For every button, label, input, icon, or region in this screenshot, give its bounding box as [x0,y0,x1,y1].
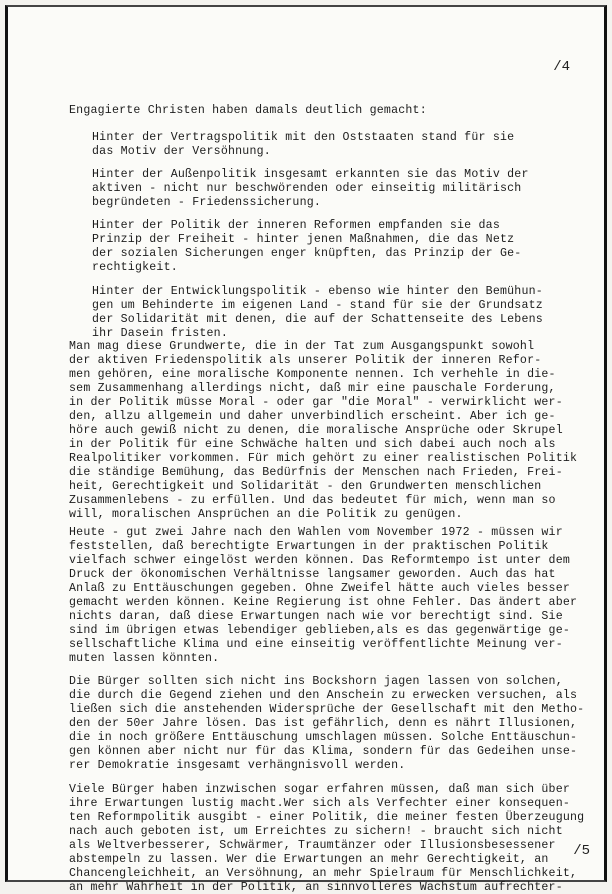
text-line: Prinzip der Freiheit - hinter jenen Maßnahmen, die das Netz [92,233,515,246]
text-line: Heute - gut zwei Jahre nach den Wahlen vom November 1972 - müssen wir [69,526,563,539]
text-line: Hinter der Politik der inneren Reformen empfanden sie das [92,219,500,232]
next-page-marker: /5 [573,843,590,859]
text-line: men gehören, eine moralische Komponente nennen. Ich verhehle in die- [69,368,556,381]
text-line: in der Politik für eine Schwäche halten und sich dabei auch noch als [69,438,556,451]
text-line: rechtigkeit. [92,261,178,274]
text-line: sind im übrigen etwas lebendiger geblieben,als es das gegenwärtige ge- [69,624,571,637]
text-line: sem Zusammenhang allerdings nicht, daß mir eine pauschale Forderung, [69,382,556,395]
text-line: aktiven - nicht nur beschwörenden oder einseitig militärisch [92,182,522,195]
text-line: Hinter der Außenpolitik insgesamt erkannten sie das Motiv der [92,168,529,181]
text-line: Hinter der Entwicklungspolitik - ebenso wie hinter den Bemühun- [92,285,543,298]
text-line: Realpolitiker vorkommen. Für mich gehört zu einer realistischen Politik [69,452,578,465]
text-line: das Motiv der Versöhnung. [92,145,271,158]
text-line: will, moralischen Ansprüchen an die Politik zu genügen. [69,508,463,521]
text-line: Anlaß zu Enttäuschungen gegeben. Ohne Zweifel hätte auch vieles besser [69,582,571,595]
text-line: der sozialen Sicherungen enger knüpften, das Prinzip der Ge- [92,247,522,260]
text-line: gen können aber nicht nur für das Klima, sondern für das Gedeihen unse- [69,745,578,758]
text-line: gemacht werden können. Keine Regierung ist ohne Fehler. Das ändert aber [69,596,578,609]
text-line: in der Politik müsse Moral - oder gar "die Moral" - verwirklicht wer- [69,396,563,409]
text-line: ihr Dasein fristen. [92,327,228,340]
text-line: ten Reformpolitik ausgibt - einer Politik, die meiner festen Überzeugung [69,811,585,824]
text-line: der Solidarität mit denen, die auf der Schattenseite des Lebens [92,313,543,326]
text-line: Engagierte Christen haben damals deutlich gemacht: [69,104,427,117]
text-line: an mehr Wahrheit in der Politik, an sinnvolleres Wachstum aufrechter- [69,881,563,894]
text-line: nichts daran, daß diese Erwartungen nach wie vor berechtigt sind. Sie [69,610,563,623]
text-line: nach auch geboten ist, um Erreichtes zu sichern! - braucht sich nicht [69,825,563,838]
text-line: als Weltverbesserer, Schwärmer, Traumtänzer oder Illusionsbesessener [69,839,556,852]
text-line: der aktiven Friedenspolitik als unserer Politik der inneren Refor- [69,354,542,367]
text-line: Viele Bürger haben inzwischen sogar erfahren müssen, daß man sich über [69,783,571,796]
text-line: begründeten - Friedenssicherung. [92,196,322,209]
text-line: den der 50er Jahre lösen. Das ist gefährlich, denn es nährt Illusionen, [69,717,578,730]
text-line: Chancengleichheit, an Versöhnung, an mehr Spielraum für Menschlichkeit, [69,867,578,880]
text-line: rer Demokratie insgesamt verhängnisvoll werden. [69,759,406,772]
text-line: abstempeln zu lassen. Wer die Erwartungen an mehr Gerechtigkeit, an [69,853,549,866]
text-line: ihre Erwartungen lustig macht.Wer sich als Verfechter einer konsequen- [69,797,571,810]
text-line: vielfach schwer eingelöst werden können. Das Reformtempo ist unter dem [69,554,571,567]
text-line: die durch die Gegend ziehen und den Anschein zu erwecken versuchen, als [69,689,578,702]
text-line: die in noch größere Enttäuschung umschlagen müssen. Solche Enttäuschun- [69,731,578,744]
text-line: höre auch gewiß nicht zu denen, die moralische Ansprüche oder Skrupel [69,424,563,437]
text-line: sellschaftliche Klima und eine einseitig veröffentlichte Meinung ver- [69,638,563,651]
text-line: die ständige Bemühung, das Bedürfnis der Menschen nach Frieden, Frei- [69,466,563,479]
text-line: muten lassen könnten. [69,652,220,665]
document-page [5,5,607,894]
page-number: /4 [553,59,570,75]
text-line: Man mag diese Grundwerte, die in der Tat zum Ausgangspunkt sowohl [69,340,535,353]
text-line: gen um Behinderte im eigenen Land - stand für sie der Grundsatz [92,299,543,312]
text-line: heit, Gerechtigkeit und Solidarität - den Grundwerten menschlichen [69,480,542,493]
text-line: Druck der ökonomischen Verhältnisse langsamer geworden. Auch das hat [69,568,556,581]
text-line: den, allzu allgemein und daher unverbindlich erscheint. Aber ich ge- [69,410,556,423]
text-line: ließen sich die anstehenden Widersprüche der Gesellschaft mit den Metho- [69,703,585,716]
text-line: Zusammenlebens - zu erfüllen. Und das bedeutet für mich, wenn man so [69,494,556,507]
text-line: Hinter der Vertragspolitik mit den Oststaaten stand für sie [92,131,515,144]
text-line: Die Bürger sollten sich nicht ins Bockshorn jagen lassen von solchen, [69,675,563,688]
text-line: feststellen, daß berechtigte Erwartungen in der praktischen Politik [69,540,549,553]
